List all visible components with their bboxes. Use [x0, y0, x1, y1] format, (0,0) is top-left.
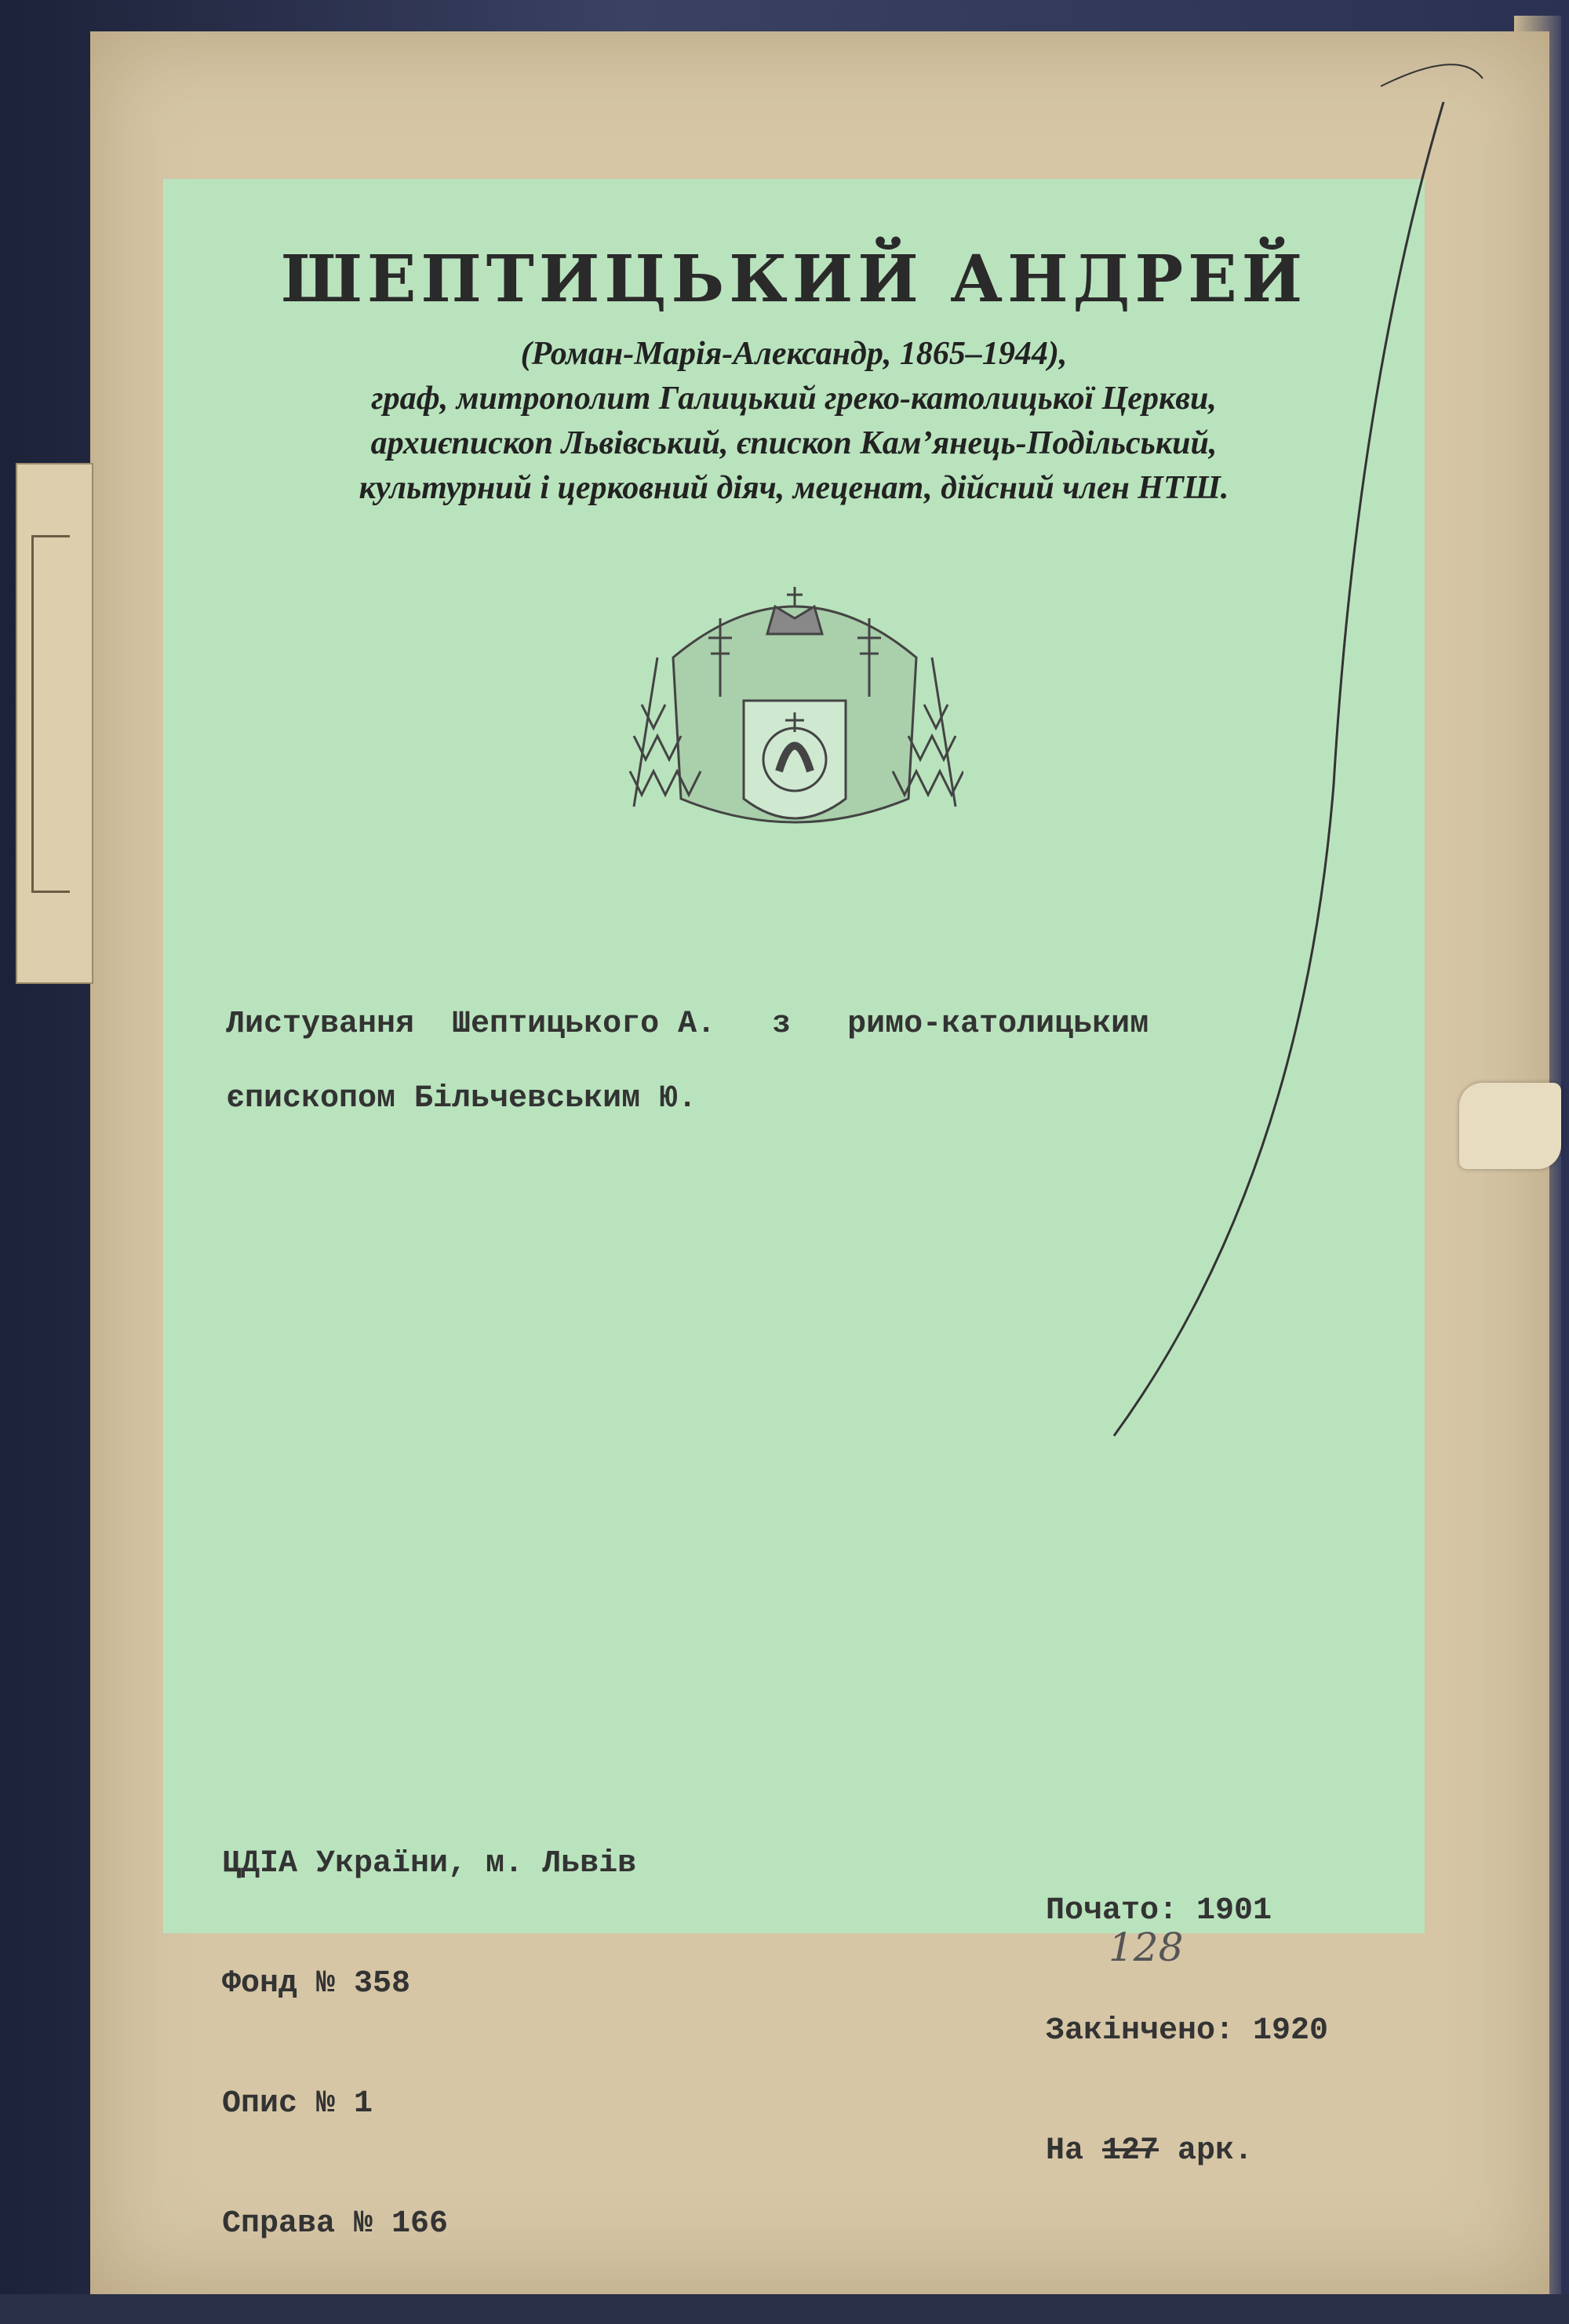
spine-label — [16, 463, 93, 984]
person-description — [163, 332, 1425, 511]
sheet-prefix: На — [1046, 2133, 1103, 2169]
case-title-line: Листування Шептицького А. з римо-католицьким — [226, 1007, 1149, 1042]
cloth-tie — [1459, 1083, 1561, 1169]
person-name-title: ШЕПТИЦЬКИЙ АНДРЕЙ — [280, 242, 1308, 317]
subtitle-line: граф, митрополит Галицький греко-католицької Церкви, — [371, 381, 1217, 417]
subtitle-line: культурний і церковний діяч, меценат, дійсний член НТШ. — [359, 470, 1229, 506]
archive-line: ЦДІА України, м. Львів — [222, 1846, 637, 1881]
subtitle-line: архиєпископ Львівський, єпископ Кам’янець-Подільський, — [370, 425, 1218, 461]
archive-line: Фонд № 358 — [222, 1966, 411, 2002]
sheet-suffix: арк. — [1159, 2133, 1254, 2169]
date-range — [1046, 1811, 1328, 2251]
subtitle-line: (Роман-Марія-Александр, 1865–1944), — [520, 336, 1068, 372]
end-date: Закінчено: 1920 — [1046, 2013, 1329, 2049]
handwritten-sheet-count: 128 — [1108, 1925, 1184, 1970]
archive-line: Справа № 166 — [222, 2206, 449, 2242]
sheet-count-struck: 127 — [1102, 2133, 1159, 2169]
start-date: Почато: 1901 — [1046, 1893, 1272, 1929]
archive-label — [163, 179, 1425, 2242]
coat-of-arms-icon — [626, 563, 963, 861]
archive-line: Опис № 1 — [222, 2086, 373, 2122]
sheet-count — [1046, 2131, 1328, 2171]
archive-reference — [222, 1764, 636, 2324]
case-title-line: єпископом Більчевським Ю. — [226, 1081, 697, 1116]
